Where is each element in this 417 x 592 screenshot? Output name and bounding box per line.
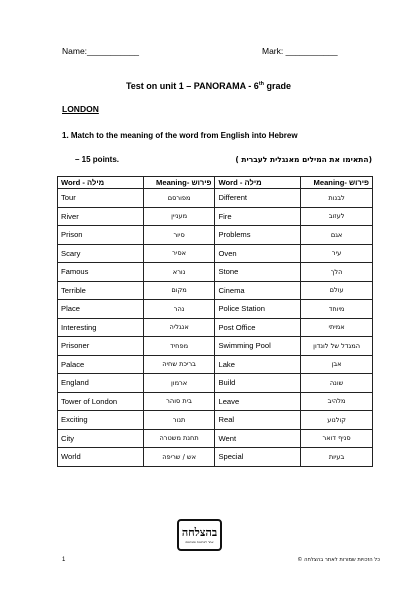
header-word-2: Word - מילה — [215, 177, 301, 189]
word-cell: City — [58, 429, 144, 448]
meaning-cell: מפורסם — [143, 189, 215, 208]
meaning-cell: בעיות — [301, 448, 373, 467]
word-cell: Tour — [58, 189, 144, 208]
meaning-cell: בריכת שחיה — [143, 355, 215, 374]
table-row — [58, 374, 373, 393]
table-row — [58, 207, 373, 226]
meaning-cell: קולנוע — [301, 411, 373, 430]
word-cell: England — [58, 374, 144, 393]
meaning-cell: מלהיב — [301, 392, 373, 411]
test-title-sup: th — [258, 81, 265, 87]
word-cell: Different — [215, 189, 301, 208]
word-cell: Place — [58, 300, 144, 319]
meaning-cell: מיוחד — [301, 300, 373, 319]
name-field[interactable]: Name:___________ — [62, 46, 140, 56]
meaning-cell: עיר — [301, 244, 373, 263]
table-row — [58, 281, 373, 300]
mark-field[interactable]: Mark: ___________ — [262, 46, 338, 56]
meaning-cell: שונה — [301, 374, 373, 393]
word-cell: World — [58, 448, 144, 467]
word-cell: Swimming Pool — [215, 337, 301, 356]
meaning-cell: אש / שריפה — [143, 448, 215, 467]
meaning-cell: ארמון — [143, 374, 215, 393]
word-cell: River — [58, 207, 144, 226]
word-cell: Stone — [215, 263, 301, 282]
hebrew-instruction: (התאימו את המילים מאנגלית לעברית ) — [235, 155, 372, 164]
word-cell: Build — [215, 374, 301, 393]
word-cell: Terrible — [58, 281, 144, 300]
meaning-cell: סיור — [143, 226, 215, 245]
meaning-cell: אנגליה — [143, 318, 215, 337]
table-row — [58, 448, 373, 467]
table-row — [58, 263, 373, 282]
test-title-tail: grade — [264, 81, 292, 91]
word-cell: Tower of London — [58, 392, 144, 411]
vocabulary-table — [57, 176, 373, 467]
table-row — [58, 429, 373, 448]
points-text: – 15 points. — [75, 155, 120, 164]
test-title-main: Test on unit 1 – PANORAMA - 6 — [125, 81, 259, 91]
word-cell: Scary — [58, 244, 144, 263]
word-cell: Lake — [215, 355, 301, 374]
section-heading: LONDON — [62, 104, 99, 114]
word-cell: Post Office — [215, 318, 301, 337]
table-row — [58, 300, 373, 319]
logo-subtext: אתר לבחינות ומבחנים — [185, 539, 214, 544]
meaning-cell: תחנת משטרה — [143, 429, 215, 448]
word-cell: Interesting — [58, 318, 144, 337]
meaning-cell: אבן — [301, 355, 373, 374]
word-cell: Problems — [215, 226, 301, 245]
meaning-cell: נהר — [143, 300, 215, 319]
meaning-cell: סניף דואר — [301, 429, 373, 448]
table-row — [58, 355, 373, 374]
test-title — [0, 81, 417, 91]
table-header-row — [58, 177, 373, 189]
meaning-cell: תנור — [143, 411, 215, 430]
instruction-text: 1. Match to the meaning of the word from English into Hebrew — [62, 131, 298, 140]
word-cell: Oven — [215, 244, 301, 263]
copyright-notice: כל הזכויות שמורות לאתר בהצלחה © — [297, 557, 380, 563]
meaning-cell: הלך — [301, 263, 373, 282]
meaning-cell: לבנות — [301, 189, 373, 208]
logo-text: בהצלחה — [181, 525, 218, 539]
meaning-cell: לעזוב — [301, 207, 373, 226]
meaning-cell: מעניין — [143, 207, 215, 226]
table-row — [58, 411, 373, 430]
word-cell: Prison — [58, 226, 144, 245]
table-row — [58, 226, 373, 245]
meaning-cell: נורא — [143, 263, 215, 282]
meaning-cell: אמיתי — [301, 318, 373, 337]
word-cell: Real — [215, 411, 301, 430]
meaning-cell: המגדל של לונדון — [301, 337, 373, 356]
table-row — [58, 392, 373, 411]
word-cell: Cinema — [215, 281, 301, 300]
table-body — [58, 189, 373, 467]
word-cell: Special — [215, 448, 301, 467]
meaning-cell: אגם — [301, 226, 373, 245]
word-cell: Famous — [58, 263, 144, 282]
meaning-cell: אסיר — [143, 244, 215, 263]
meaning-cell: מקום — [143, 281, 215, 300]
word-cell: Exciting — [58, 411, 144, 430]
word-cell: Police Station — [215, 300, 301, 319]
page-number: 1 — [62, 557, 66, 563]
meaning-cell: בית סוהר — [143, 392, 215, 411]
site-logo — [177, 519, 222, 551]
word-cell: Went — [215, 429, 301, 448]
header-meaning-2: Meaning- פירוש — [301, 177, 373, 189]
table-row — [58, 189, 373, 208]
word-cell: Palace — [58, 355, 144, 374]
word-cell: Fire — [215, 207, 301, 226]
meaning-cell: מפחיד — [143, 337, 215, 356]
table-row — [58, 337, 373, 356]
word-cell: Prisoner — [58, 337, 144, 356]
header-word-1: Word - מילה — [58, 177, 144, 189]
table-row — [58, 318, 373, 337]
header-meaning-1: Meaning- פירוש — [143, 177, 215, 189]
word-cell: Leave — [215, 392, 301, 411]
table-row — [58, 244, 373, 263]
meaning-cell: עולם — [301, 281, 373, 300]
